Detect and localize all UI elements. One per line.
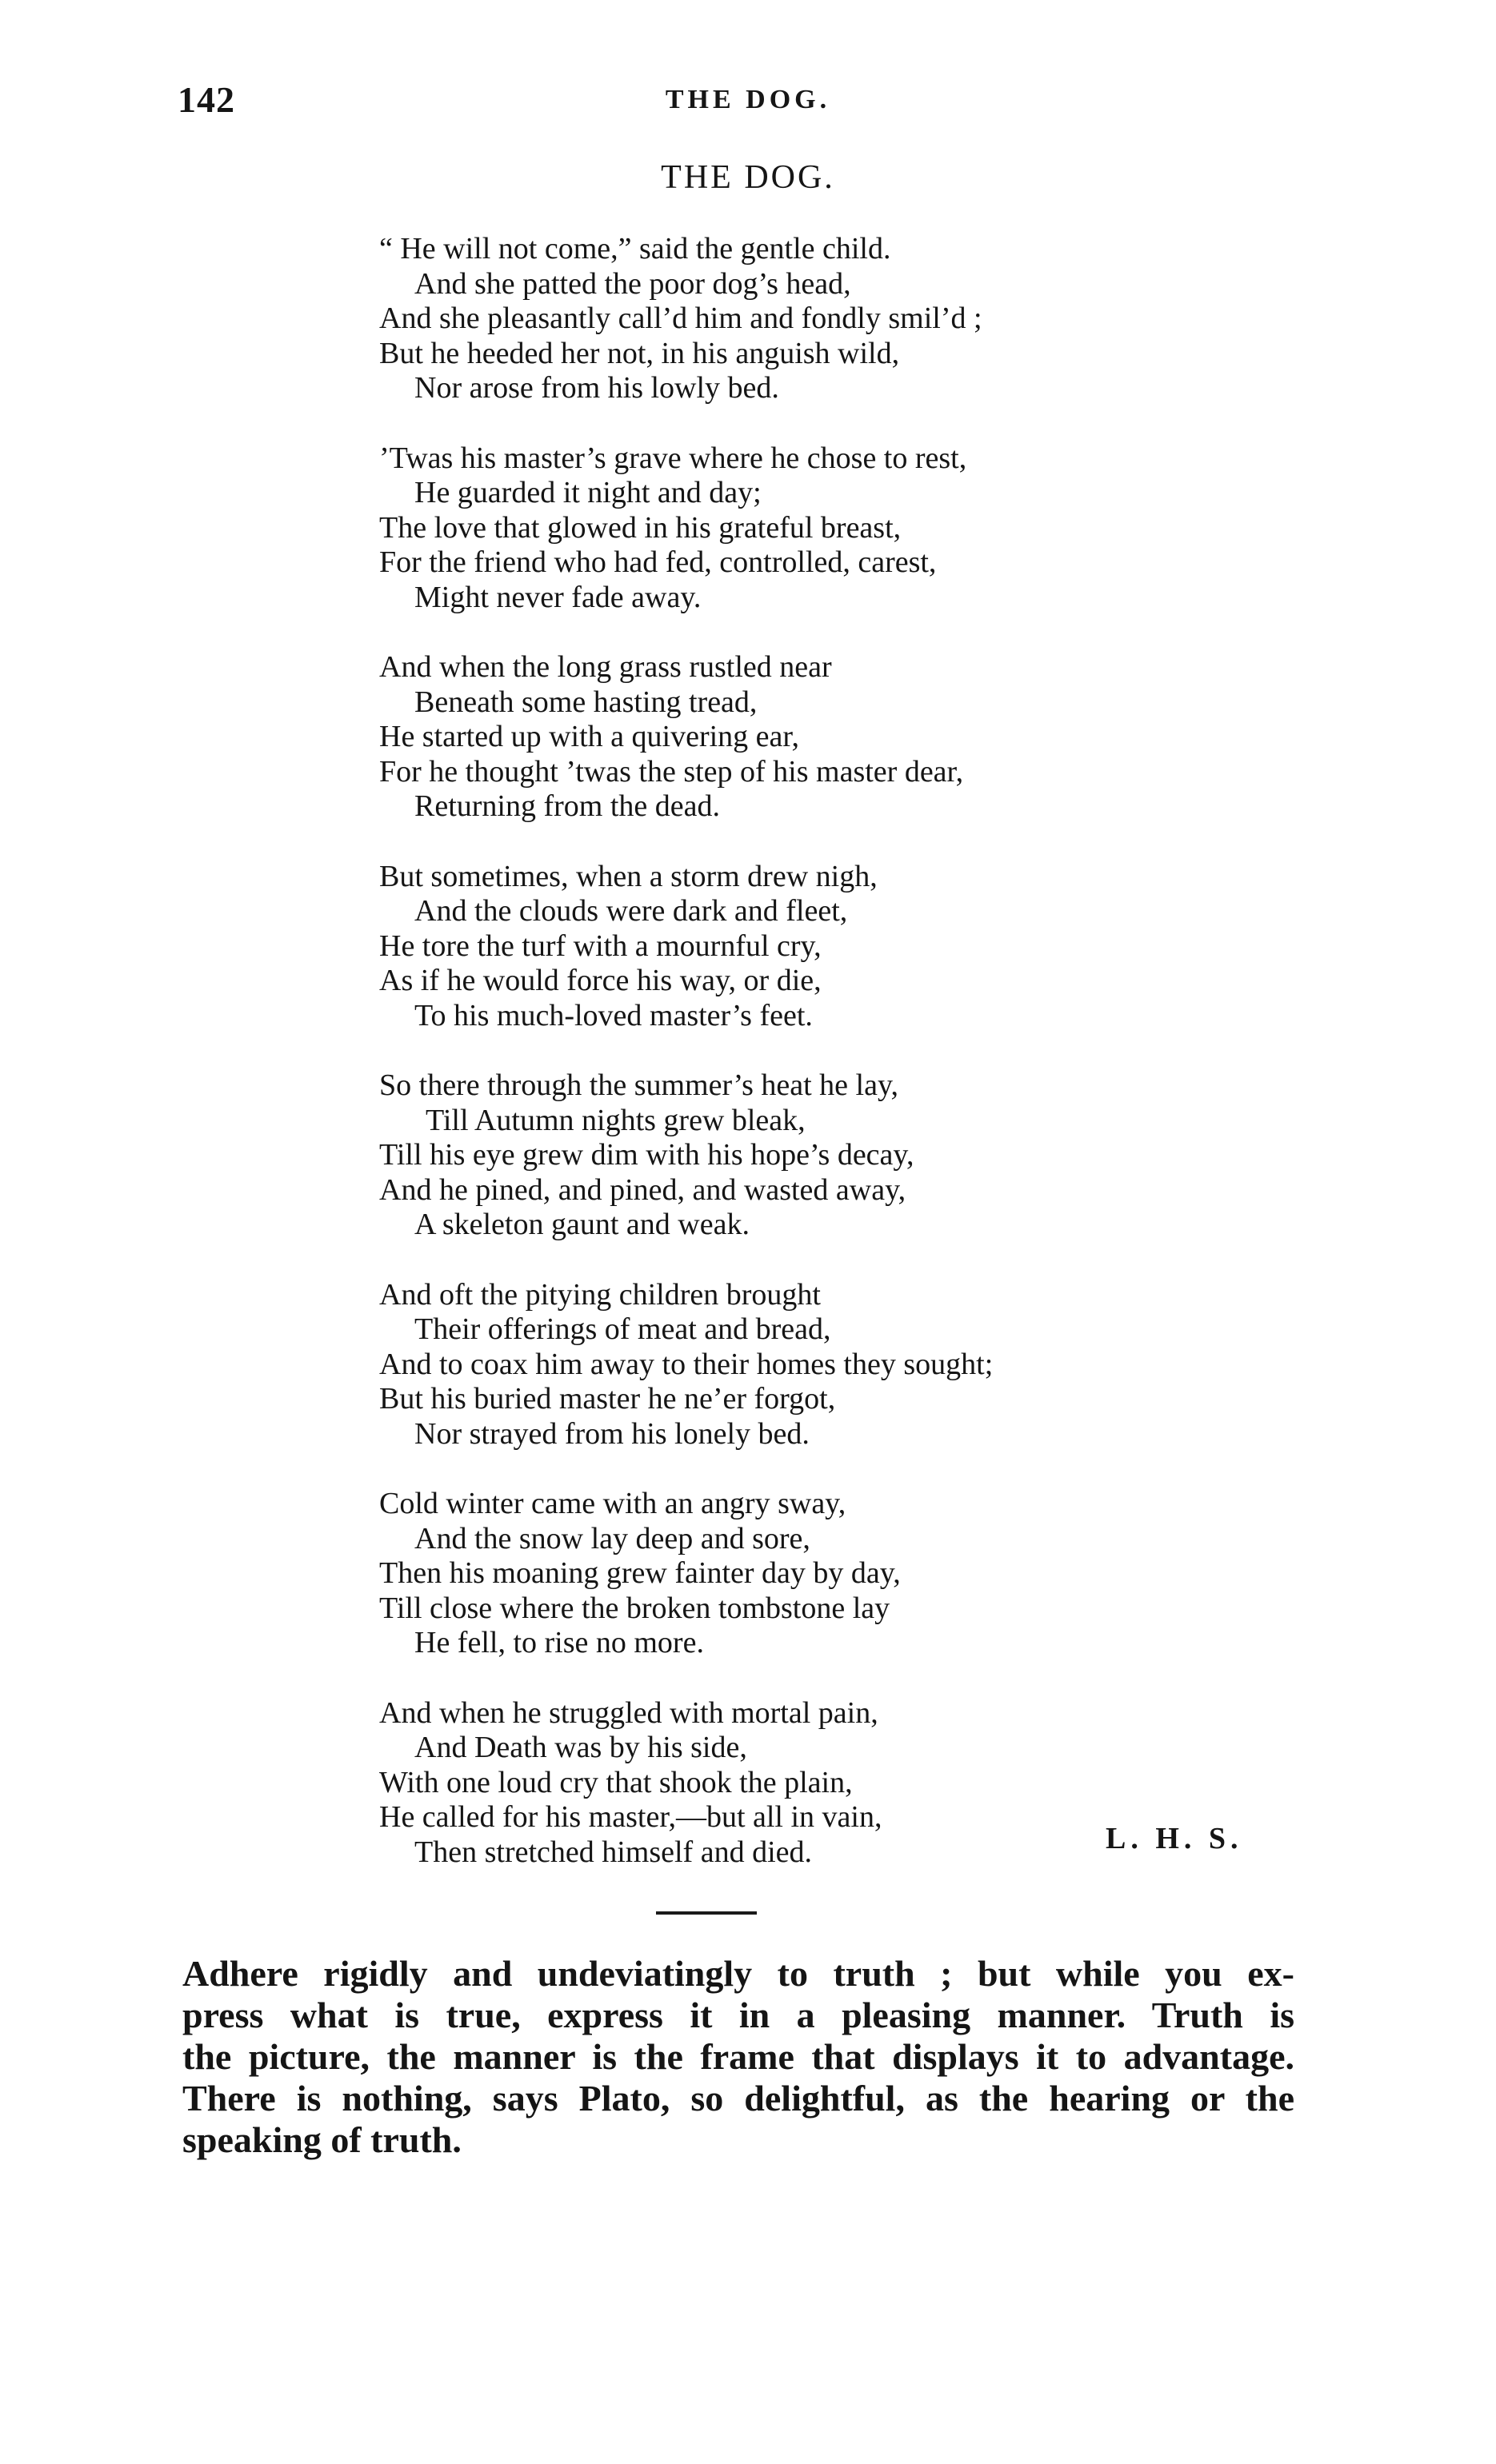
poem-line: Then stretched himself and died. [414, 1835, 813, 1869]
stanza [379, 650, 1259, 825]
stanza [379, 1278, 1259, 1452]
poem-line: Then his moaning grew fainter day by day, [379, 1556, 901, 1590]
prose-line: speaking of truth. [182, 2119, 462, 2160]
poem-line: He guarded it night and day; [414, 476, 762, 509]
author-signature: L. H. S. [1106, 1822, 1243, 1855]
poem-line: Nor arose from his lowly bed. [414, 371, 779, 405]
stanza [379, 441, 1259, 616]
poem-line: So there through the summer’s heat he lay, [379, 1068, 899, 1102]
poem-line: The love that glowed in his grateful breast, [379, 510, 902, 545]
prose-paragraph [182, 1953, 1294, 2161]
poem-line: To his much-loved master’s feet. [414, 998, 813, 1032]
poem-line: “ He will not come,” said the gentle child. [379, 232, 891, 266]
stanza [379, 1487, 1259, 1661]
poem-line: As if he would force his way, or die, [379, 964, 822, 997]
prose-line: There is nothing, says Plato, so delightful, as the hearing or the [182, 2078, 1294, 2119]
poem-line: And oft the pitying children brought [379, 1277, 821, 1312]
poem-line: A skeleton gaunt and weak. [414, 1208, 750, 1241]
poem-line: But he heeded her not, in his anguish wild, [379, 336, 900, 370]
prose-line: the picture, the manner is the frame that displays it to advantage. [182, 2036, 1294, 2077]
poem-line: And she patted the poor dog’s head, [414, 266, 851, 301]
poem-line: And when he struggled with mortal pain, [379, 1695, 878, 1730]
poem-line: And he pined, and pined, and wasted away, [379, 1172, 906, 1207]
poem-line: He tore the turf with a mournful cry, [379, 928, 822, 963]
prose-line: Adhere rigidly and undeviatingly to truth ; but while you ex- [182, 1953, 1294, 1994]
poem-line: He fell, to rise no more. [414, 1626, 704, 1659]
poem-line: ’Twas his master’s grave where he chose to rest, [379, 441, 967, 475]
stanza [379, 232, 1259, 406]
poem-line: And the clouds were dark and fleet, [414, 894, 848, 928]
poem-line: Might never fade away. [414, 580, 702, 614]
poem-line: Till close where the broken tombstone lay [379, 1591, 890, 1625]
poem-line: And Death was by his side, [414, 1731, 747, 1764]
stanza [379, 860, 1259, 1034]
poem-body [379, 232, 1259, 1905]
poem-line: But his buried master he ne’er forgot, [379, 1382, 836, 1416]
prose-line: press what is true, express it in a pleasing manner. Truth is [182, 1995, 1294, 2035]
running-head: THE DOG. [665, 85, 831, 114]
poem-line: For the friend who had fed, controlled, carest, [379, 545, 937, 579]
poem-line: And when the long grass rustled near [379, 650, 832, 684]
poem-line: But sometimes, when a storm drew nigh, [379, 859, 878, 893]
poem-line: And the snow lay deep and sore, [414, 1521, 810, 1555]
stanza [379, 1068, 1259, 1243]
page-number: 142 [178, 79, 235, 120]
poem-line: For he thought ’twas the step of his master dear, [379, 754, 964, 789]
poem-line: And to coax him away to their homes they sought; [379, 1347, 994, 1381]
poem-line: Beneath some hasting tread, [414, 685, 758, 719]
poem-line: Nor strayed from his lonely bed. [414, 1416, 810, 1451]
poem-title: THE DOG. [661, 159, 835, 196]
poem-line: Till his eye grew dim with his hope’s decay, [379, 1138, 914, 1172]
poem-line: Till Autumn nights grew bleak, [426, 1103, 806, 1137]
poem-line: With one loud cry that shook the plain, [379, 1765, 853, 1799]
poem-line: Returning from the dead. [414, 789, 721, 823]
poem-line: Their offerings of meat and bread, [414, 1312, 831, 1346]
section-divider [656, 1911, 757, 1915]
poem-line: He called for his master,—but all in vain, [379, 1800, 882, 1834]
poem-line: Cold winter came with an angry sway, [379, 1487, 846, 1520]
poem-line: And she pleasantly call’d him and fondly smil’d ; [379, 302, 982, 335]
poem-line: He started up with a quivering ear, [379, 720, 800, 753]
